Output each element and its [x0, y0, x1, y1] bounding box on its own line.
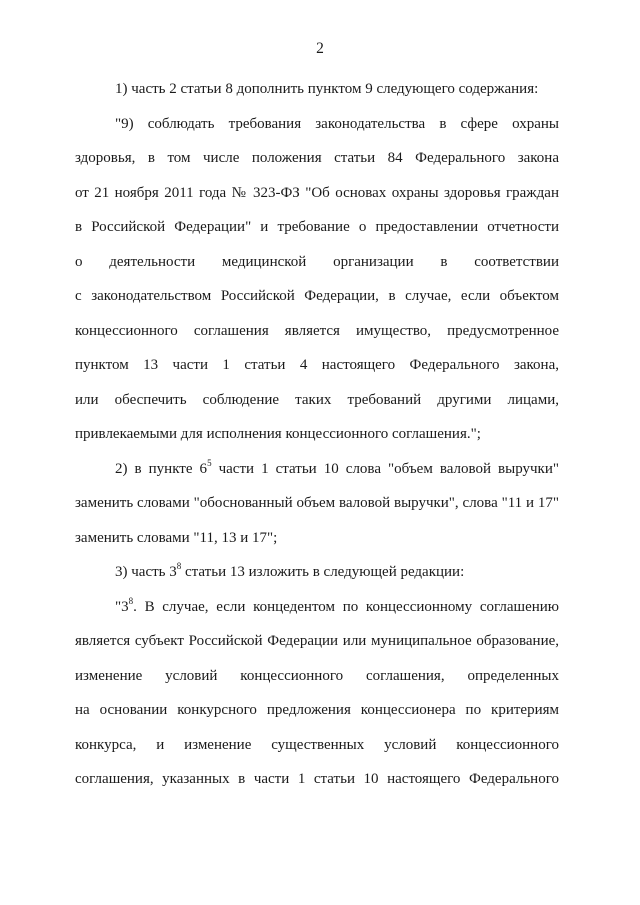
paragraph-item-3	[75, 555, 559, 590]
text-line: с законодательством Российской Федерации, в случае, если объектом	[75, 288, 559, 304]
paragraph-item-3-8-quote	[75, 590, 559, 797]
text-line: здоровья, в том числе положения статьи 84 Федерального закона	[75, 150, 559, 166]
text-line: изменение условий концессионного соглашения, определенных	[75, 667, 559, 684]
text-line: пунктом 13 части 1 статьи 4 настоящего Федерального закона,	[75, 357, 559, 373]
text-line: концессионного соглашения является имущество, предусмотренное	[75, 322, 559, 339]
text-line: в Российской Федерации" и требование о предоставлении отчетности	[75, 219, 559, 235]
text-line: является субъект Российской Федерации или муниципальное образование,	[75, 633, 559, 649]
paragraph-item-9-quote	[75, 107, 559, 452]
text-fragment: 3) часть 3	[115, 564, 177, 580]
paragraph-item-2	[75, 452, 559, 556]
text-fragment: "3	[115, 598, 129, 615]
superscript: 8	[176, 561, 182, 571]
text-fragment: статьи 13 изложить в следующей редакции:	[181, 564, 465, 580]
superscript: 8	[128, 595, 134, 606]
text-fragment: части 1 статьи 10 слова "объем валовой выручки"	[211, 460, 559, 477]
text-fragment: . В случае, если концедентом по концессионному соглашению	[133, 598, 559, 615]
text-line: "9) соблюдать требования законодательства в сфере охраны	[115, 115, 559, 132]
text-line: конкурса, и изменение существенных условий концессионного	[75, 736, 559, 753]
text-line: соглашения, указанных в части 1 статьи 10 настоящего Федерального	[75, 771, 559, 787]
text-line: от 21 ноября 2011 года № 323-ФЗ "Об основах охраны здоровья граждан	[75, 184, 559, 201]
text-line: или обеспечить соблюдение таких требований другими лицами,	[75, 391, 559, 408]
paragraph-item-1	[75, 72, 559, 107]
text-line: о деятельности медицинской организации в соответствии	[75, 253, 559, 270]
text-line	[75, 590, 559, 625]
text-fragment: 2) в пункте 6	[115, 460, 208, 477]
text-line: заменить словами "11, 13 и 17";	[75, 529, 278, 546]
document-body	[75, 72, 559, 797]
text-line: привлекаемыми для исполнения концессионного соглашения.";	[75, 426, 481, 442]
text-line	[75, 555, 559, 590]
text-line	[75, 452, 559, 487]
text-line: 1) часть 2 статьи 8 дополнить пунктом 9 следующего содержания:	[115, 81, 539, 97]
page-number: 2	[316, 40, 324, 57]
superscript: 5	[207, 457, 212, 468]
text-line: заменить словами "обоснованный объем валовой выручки", слова "11 и 17"	[75, 495, 559, 511]
text-line: на основании конкурсного предложения концессионера по критериям	[75, 702, 559, 718]
